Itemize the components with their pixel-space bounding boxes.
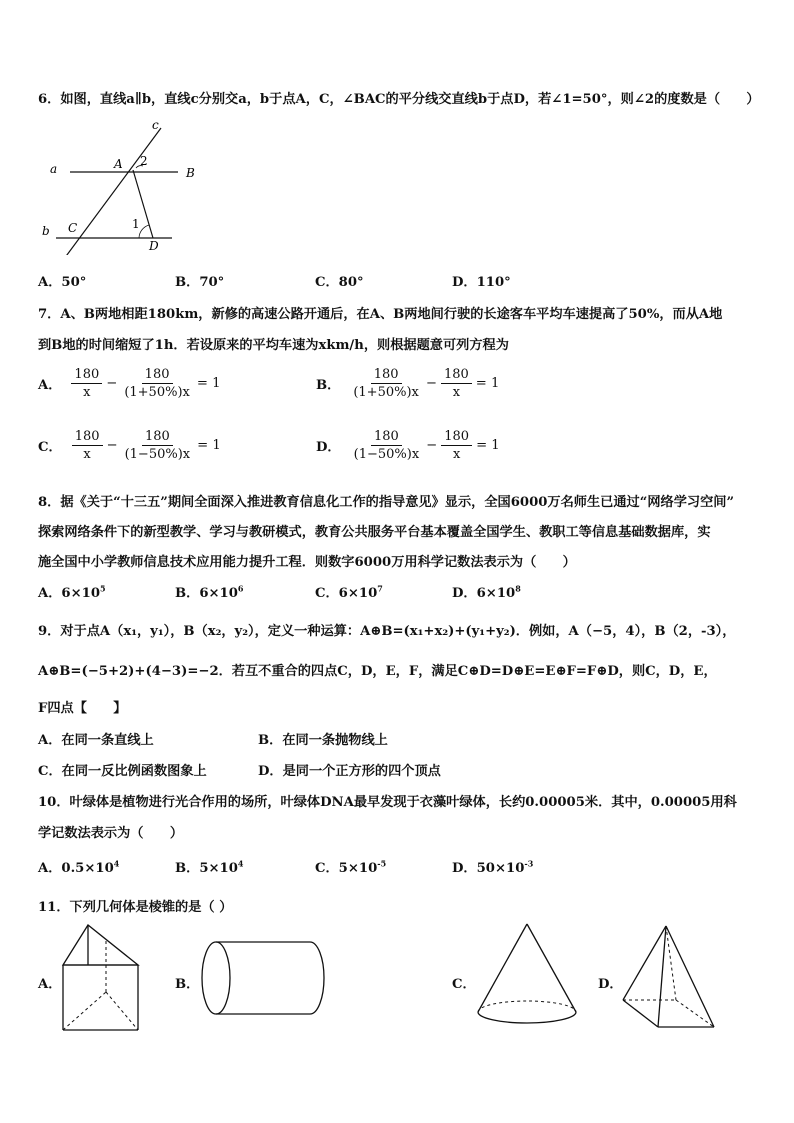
fraction-2: $\frac{180}{(1-50\%)x}$ xyxy=(124,429,191,462)
minus-sign: − xyxy=(425,376,437,391)
q10-option-d[interactable]: D．$50\times 10^{-3}$ xyxy=(452,858,534,876)
q8-option-b[interactable]: B．$6\times 10^6$ xyxy=(175,583,244,601)
q6-option-c[interactable]: C．80° xyxy=(315,275,364,290)
equation-rhs: = 1 xyxy=(476,438,500,453)
fraction-1: $\frac{180}{(1+50\%)x}$ xyxy=(353,367,419,400)
q10-stem-line2: 学记数法表示为（ ） xyxy=(38,826,184,841)
q9-option-a[interactable]: A．在同一条直线上 xyxy=(38,733,154,748)
option-label: B． xyxy=(316,378,341,393)
q9-stem-line1: 9．对于点A（x₁，y₁），B（x₂，y₂），定义一种运算：A⊕B=(x₁+x₂)+(y₁+y₂)．例如，A（−5，4），B（2，-3）， xyxy=(38,624,736,639)
equation-rhs: = 1 xyxy=(197,438,221,453)
q7-option-b[interactable] xyxy=(316,367,501,400)
pyramid-figure[interactable] xyxy=(618,922,718,1032)
option-label: D． xyxy=(316,440,341,455)
q10-stem-line1: 10．叶绿体是植物进行光合作用的场所，叶绿体DNA最早发现于衣藻叶绿体，长约0.00005米．其中，0.00005用科 xyxy=(38,795,737,810)
minus-sign: − xyxy=(106,376,118,391)
q6-stem: 6．如图，直线a∥b，直线c分别交a，b于点A，C，∠BAC的平分线交直线b于点D，若∠1=50°，则∠2的度数是（ ） xyxy=(38,92,760,107)
q10-option-c[interactable]: C．$5\times 10^{-5}$ xyxy=(315,858,387,876)
option-label: A． xyxy=(38,378,62,393)
q11-option-a-label[interactable]: A． xyxy=(38,977,62,992)
q9-stem-line3: F四点【 】 xyxy=(38,701,127,716)
q6-option-a[interactable]: A．50° xyxy=(38,275,87,290)
q11-option-b-label[interactable]: B． xyxy=(175,977,200,992)
label-angle-1: 1 xyxy=(132,217,140,231)
fraction-1: $\frac{180}{(1-50\%)x}$ xyxy=(353,429,420,462)
q6-option-d[interactable]: D．110° xyxy=(452,275,511,290)
q11-option-c-label[interactable]: C． xyxy=(452,977,476,992)
cylinder-figure[interactable] xyxy=(198,938,330,1018)
label-b: b xyxy=(42,224,50,238)
q7-stem-line2: 到B地的时间缩短了1h．若设原来的平均车速为xkm/h，则根据题意可列方程为 xyxy=(38,338,509,353)
q11-stem: 11．下列几何体是棱锥的是（ ） xyxy=(38,900,233,915)
minus-sign: − xyxy=(106,438,118,453)
label-A: A xyxy=(114,157,123,171)
label-angle-2: 2 xyxy=(140,154,148,168)
q8-stem-line3: 施全国中小学教师信息技术应用能力提升工程．则数字6000万用科学记数法表示为（ ） xyxy=(38,555,576,570)
q6-figure xyxy=(36,115,216,255)
q7-option-a[interactable] xyxy=(38,367,223,400)
q10-option-a[interactable]: A．$0.5\times 10^4$ xyxy=(38,858,120,876)
q10-option-b[interactable]: B．$5\times 10^4$ xyxy=(175,858,244,876)
cone-figure[interactable] xyxy=(472,920,582,1035)
q9-option-b[interactable]: B．在同一条抛物线上 xyxy=(258,733,388,748)
q7-option-c[interactable] xyxy=(38,429,223,462)
q8-option-a[interactable]: A．$6\times 10^5$ xyxy=(38,583,106,601)
triangular-prism-figure[interactable] xyxy=(58,920,148,1035)
fraction-2: $\frac{180}{(1+50\%)x}$ xyxy=(124,367,190,400)
q8-option-c[interactable]: C．$6\times 10^7$ xyxy=(315,583,383,601)
q9-option-c[interactable]: C．在同一反比例函数图象上 xyxy=(38,764,207,779)
fraction-1: $\frac{180}{x}$ xyxy=(72,429,103,462)
label-a: a xyxy=(50,162,58,176)
fraction-1: $\frac{180}{x}$ xyxy=(71,367,102,400)
fraction-2: $\frac{180}{x}$ xyxy=(441,429,472,462)
line-c xyxy=(61,128,161,255)
label-c: c xyxy=(152,118,159,132)
label-B: B xyxy=(186,166,195,180)
q6-option-b[interactable]: B．70° xyxy=(175,275,225,290)
option-label: C． xyxy=(38,440,62,455)
q8-stem-line2: 探索网络条件下的新型教学、学习与教研模式，教育公共服务平台基本覆盖全国学生、教职工等信息基础数据库，实 xyxy=(38,525,711,540)
q8-stem-line1: 8．据《关于“十三五”期间全面深入推进教育信息化工作的指导意见》显示，全国6000万名师生已通过“网络学习空间” xyxy=(38,495,735,510)
minus-sign: − xyxy=(426,438,438,453)
label-C: C xyxy=(68,221,78,235)
label-D: D xyxy=(149,239,159,253)
q11-option-d-label[interactable]: D． xyxy=(598,977,623,992)
equation-rhs: = 1 xyxy=(196,376,221,391)
equation-rhs: = 1 xyxy=(475,376,500,391)
q7-stem-line1: 7．A、B两地相距180km，新修的高速公路开通后，在A、B两地间行驶的长途客车平均车速提高了50%，而从A地 xyxy=(38,307,723,322)
q9-option-d[interactable]: D．是同一个正方形的四个顶点 xyxy=(258,764,441,779)
fraction-2: $\frac{180}{x}$ xyxy=(441,367,472,400)
q7-option-d[interactable] xyxy=(316,429,502,462)
q8-option-d[interactable]: D．$6\times 10^8$ xyxy=(452,583,521,601)
q9-stem-line2: A⊕B=(−5+2)+(4−3)=−2．若互不重合的四点C，D，E，F，满足C⊕D=D⊕E=E⊕F=F⊕D，则C，D，E， xyxy=(38,664,717,679)
